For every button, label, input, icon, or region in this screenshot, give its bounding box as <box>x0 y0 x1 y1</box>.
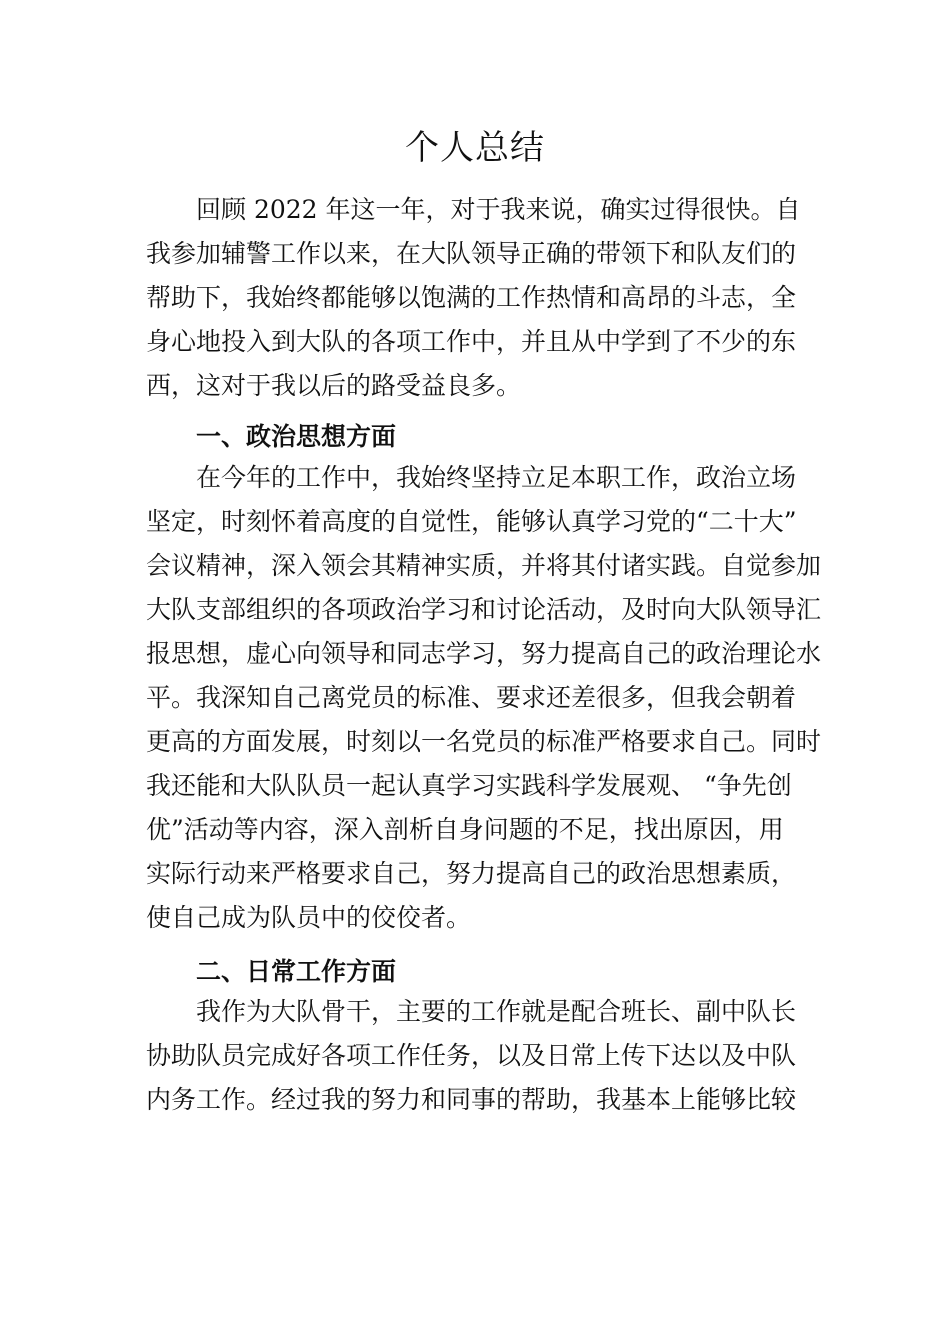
paragraph-line: 我参加辅警工作以来，在大队领导正确的带领下和队友们的 <box>146 239 797 268</box>
paragraph-line: 内务工作。经过我的努力和同事的帮助，我基本上能够比较 <box>146 1085 797 1114</box>
paragraph-line: 平。我深知自己离党员的标准、要求还差很多，但我会朝着 <box>146 683 797 712</box>
paragraph-line: 会议精神，深入领会其精神实质，并将其付诸实践。自觉参加 <box>146 551 822 580</box>
paragraph-line: 坚定，时刻怀着高度的自觉性，能够认真学习党的“二十大” <box>146 507 797 536</box>
paragraph-line: 更高的方面发展，时刻以一名党员的标准严格要求自己。同时 <box>146 727 822 756</box>
paragraph-line: 报思想，虚心向领导和同志学习，努力提高自己的政治理论水 <box>146 639 822 668</box>
paragraph-line: 实际行动来严格要求自己，努力提高自己的政治思想素质， <box>146 859 797 888</box>
paragraph-line: 协助队员完成好各项工作任务，以及日常上传下达以及中队 <box>146 1041 797 1070</box>
section-heading-politics: 一、政治思想方面 <box>196 422 397 451</box>
paragraph-line: 西，这对于我以后的路受益良多。 <box>146 371 522 400</box>
document-title: 个人总结 <box>405 128 545 168</box>
paragraph-line: 我还能和大队队员一起认真学习实践科学发展观、 “争先创 <box>146 771 792 800</box>
paragraph-line: 我作为大队骨干，主要的工作就是配合班长、副中队长 <box>196 997 797 1026</box>
paragraph-line: 回顾 2022 年这一年，对于我来说，确实过得很快。自 <box>196 195 801 224</box>
paragraph-line: 优”活动等内容，深入剖析自身问题的不足，找出原因，用 <box>146 815 784 844</box>
paragraph-line: 大队支部组织的各项政治学习和讨论活动，及时向大队领导汇 <box>146 595 822 624</box>
section-heading-daily-work: 二、日常工作方面 <box>196 957 397 986</box>
paragraph-line: 帮助下，我始终都能够以饱满的工作热情和高昂的斗志，全 <box>146 283 797 312</box>
paragraph-line: 身心地投入到大队的各项工作中，并且从中学到了不少的东 <box>146 327 797 356</box>
paragraph-line: 使自己成为队员中的佼佼者。 <box>146 903 472 932</box>
paragraph-line: 在今年的工作中，我始终坚持立足本职工作，政治立场 <box>196 463 797 492</box>
